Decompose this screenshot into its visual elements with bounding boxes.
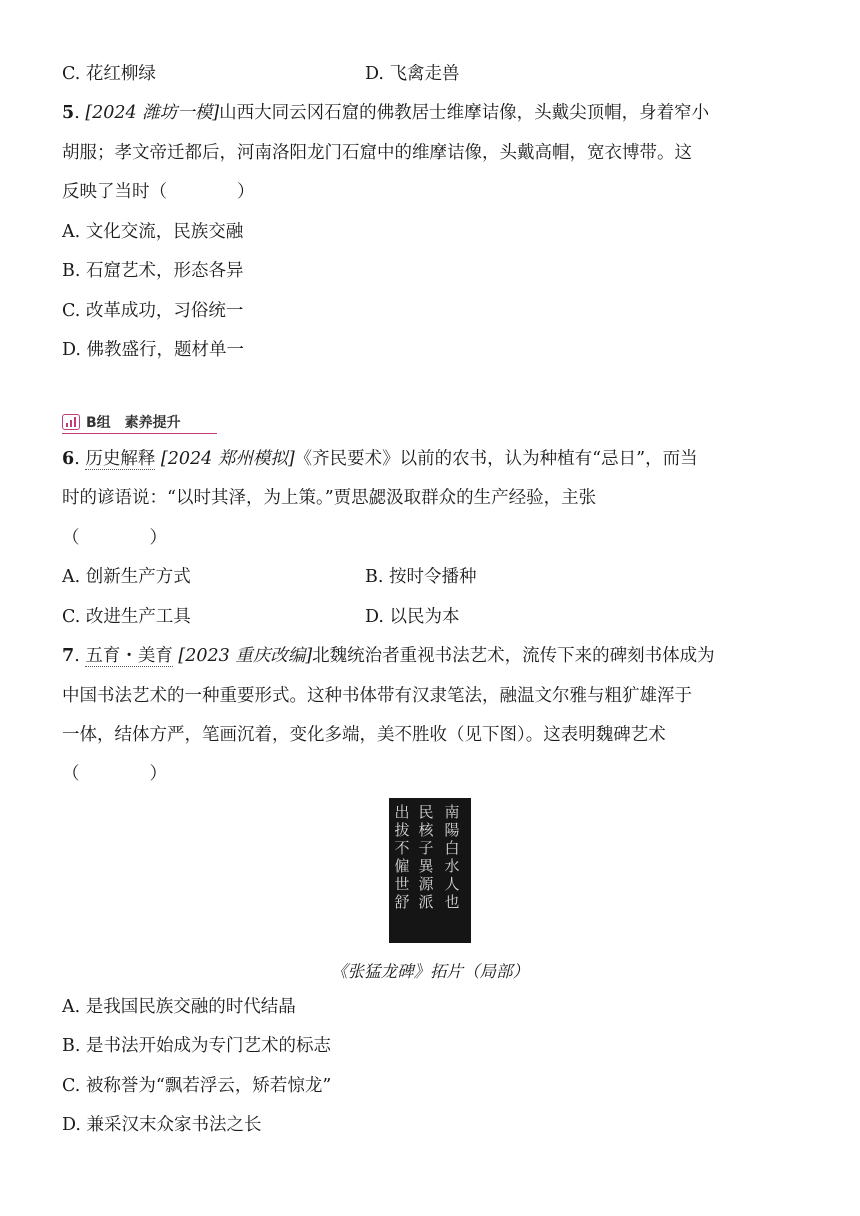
- q6-option-d: D. 以民为本: [365, 607, 460, 627]
- rubbing-glyph: 舒: [394, 893, 410, 911]
- rubbing-glyph: 也: [444, 893, 460, 911]
- q7-source: [2023 重庆改编]: [178, 646, 313, 666]
- q5-stem-text-1: 山西大同云冈石窟的佛教居士维摩诘像，头戴尖顶帽，身着窄小: [219, 103, 710, 123]
- q7-option-a: A. 是我国民族交融的时代结晶: [62, 997, 296, 1017]
- q7-stem-line-2: 中国书法艺术的一种重要形式。这种书体带有汉隶笔法，融温文尔雅与粗犷雄浑于: [62, 686, 692, 706]
- q7-stem-text-1: 北魏统治者重视书法艺术，流传下来的碑刻书体成为: [312, 646, 715, 666]
- rubbing-glyph: 白: [444, 839, 460, 857]
- q5-option-b: B. 石窟艺术，形态各异: [62, 261, 244, 281]
- rubbing-glyph: 僱: [394, 857, 410, 875]
- q5-stem-line-2: 胡服；孝文帝迁都后，河南洛阳龙门石窟中的维摩诘像，头戴高帽，宽衣博带。这: [62, 143, 692, 163]
- q6-number: 6: [62, 449, 75, 469]
- rubbing-glyph: 不: [394, 839, 410, 857]
- q5-option-a: A. 文化交流，民族交融: [62, 222, 244, 242]
- q5-source: [2024 潍坊一模]: [85, 103, 220, 123]
- q4-option-c: C. 花红柳绿: [62, 64, 156, 84]
- q7-number: 7: [62, 646, 75, 666]
- rubbing-glyph: 世: [394, 875, 410, 893]
- q5-option-d: D. 佛教盛行，题材单一: [62, 340, 245, 360]
- rubbing-glyph: 核: [418, 821, 434, 839]
- q5-option-c: C. 改革成功，习俗统一: [62, 301, 244, 321]
- q6-stem-line-3: （ ）: [62, 528, 167, 548]
- q4-option-d: D. 飞禽走兽: [365, 64, 460, 84]
- q5-number: 5: [62, 103, 75, 123]
- rubbing-glyph: 出: [394, 803, 410, 821]
- rubbing-glyph: 水: [444, 857, 460, 875]
- q6-tag: 历史解释: [85, 449, 156, 469]
- q6-option-c: C. 改进生产工具: [62, 607, 191, 627]
- q6-stem-line-2: 时的谚语说：“以时其泽，为上策。”贾思勰汲取群众的生产经验，主张: [62, 488, 597, 508]
- q6-stem-line-1: 6. 历史解释 [2024 郑州模拟]《齐民要术》以前的农书，认为种植有“忌日”，而当: [62, 449, 698, 469]
- rubbing-glyph: 南: [444, 803, 460, 821]
- q6-source: [2024 郑州模拟]: [160, 449, 295, 469]
- section-header-b: [62, 411, 217, 434]
- rubbing-glyph: 拔: [394, 821, 410, 839]
- q5-stem-line-3: 反映了当时（ ）: [62, 182, 255, 202]
- q7-option-c: C. 被称誉为“飘若浮云，矫若惊龙”: [62, 1076, 332, 1096]
- rubbing-glyph: 陽: [444, 821, 460, 839]
- rubbing-glyph: 異: [418, 857, 434, 875]
- q7-stem-line-3: 一体，结体方严，笔画沉着，变化多端，美不胜收（见下图）。这表明魏碑艺术: [62, 725, 666, 745]
- q7-tag: 五育・美育: [85, 646, 173, 666]
- rubbing-glyph: 派: [418, 893, 434, 911]
- q6-option-b: B. 按时令播种: [365, 567, 477, 587]
- q6-stem-text-1: 《齐民要术》以前的农书，认为种植有“忌日”，而当: [294, 449, 698, 469]
- image-caption: 《张猛龙碑》拓片（局部）: [331, 962, 529, 981]
- rubbing-glyph: 民: [418, 803, 434, 821]
- q7-option-b: B. 是书法开始成为专门艺术的标志: [62, 1036, 331, 1056]
- rubbing-glyph: 源: [418, 875, 434, 893]
- q6-option-a: A. 创新生产方式: [62, 567, 191, 587]
- chart-icon: [62, 414, 80, 430]
- rubbing-glyph: 人: [444, 875, 460, 893]
- q7-stem-line-1: 7. 五育・美育 [2023 重庆改编]北魏统治者重视书法艺术，流传下来的碑刻书体成为: [62, 646, 715, 666]
- rubbing-glyph: 子: [418, 839, 434, 857]
- q7-option-d: D. 兼采汉末众家书法之长: [62, 1115, 262, 1135]
- section-label: B组 素养提升: [86, 415, 181, 431]
- q5-stem-line-1: 5. [2024 潍坊一模]山西大同云冈石窟的佛教居士维摩诘像，头戴尖顶帽，身着窄小: [62, 103, 710, 123]
- q7-stem-line-4: （ ）: [62, 764, 167, 784]
- stele-rubbing-image: [389, 798, 471, 943]
